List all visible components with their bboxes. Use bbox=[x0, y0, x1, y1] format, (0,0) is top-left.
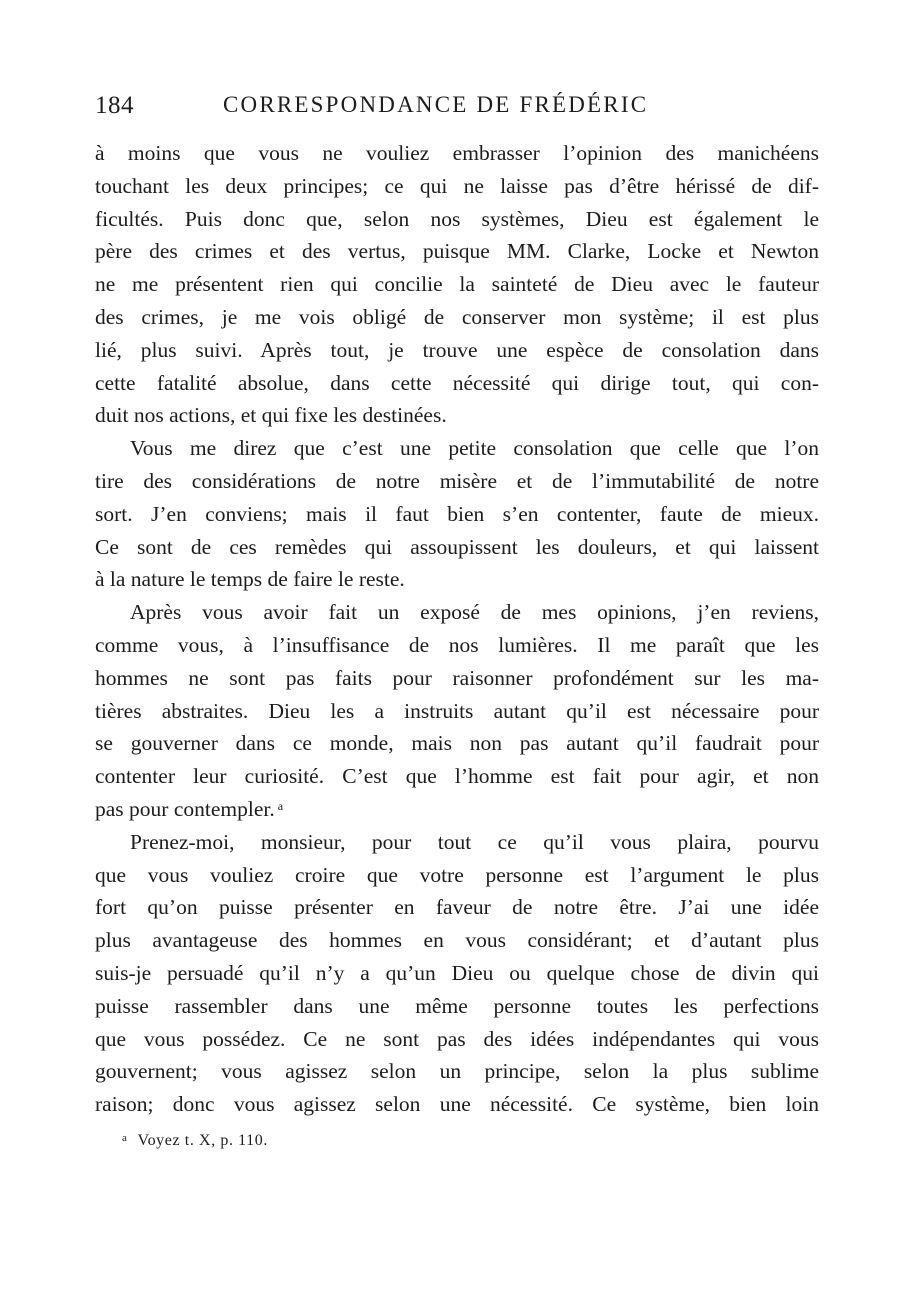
text-line: à moins que vous ne vouliez embrasser l’opinion des manichéens bbox=[95, 141, 819, 165]
text-line: des crimes, je me vois obligé de conserver mon système; il est plus bbox=[95, 304, 819, 329]
paragraph-first-line: Prenez-moi, monsieur, pour tout ce qu’il vous plaira, pourvu bbox=[130, 829, 819, 854]
page-number: 184 bbox=[95, 92, 134, 119]
text-line: tières abstraites. Dieu les a instruits autant qu’il est nécessaire pour bbox=[95, 698, 819, 723]
text-line: touchant les deux principes; ce qui ne laisse pas d’être hérissé de dif- bbox=[95, 173, 819, 198]
text-line: père des crimes et des vertus, puisque MM. Clarke, Locke et Newton bbox=[95, 239, 819, 264]
text-line: tire des considérations de notre misère et de l’immutabilité de notre bbox=[95, 468, 819, 493]
text-line: comme vous, à l’insuffisance de nos lumières. Il me paraît que les bbox=[95, 632, 819, 657]
text-line: contenter leur curiosité. C’est que l’homme est fait pour agir, et non bbox=[95, 764, 819, 789]
body-text bbox=[95, 137, 819, 1121]
text-line: hommes ne sont pas faits pour raisonner profondément sur les ma- bbox=[95, 665, 819, 690]
text-line: que vous vouliez croire que votre personne est l’argument le plus bbox=[95, 862, 819, 887]
text-line: cette fatalité absolue, dans cette nécessité qui dirige tout, qui con- bbox=[95, 370, 819, 395]
text-line: gouvernent; vous agissez selon un principe, selon la plus sublime bbox=[95, 1059, 819, 1084]
text-line: raison; donc vous agissez selon une nécessité. Ce système, bien loin bbox=[95, 1092, 819, 1117]
text-line: lié, plus suivi. Après tout, je trouve une espèce de consolation dans bbox=[95, 337, 819, 362]
text-line: à la nature le temps de faire le reste. bbox=[95, 567, 405, 592]
paragraph-first-line: Vous me direz que c’est une petite consolation que celle que l’on bbox=[130, 436, 819, 461]
text-line-with-note bbox=[95, 793, 819, 826]
running-head bbox=[95, 92, 819, 128]
text-line: pas pour contempler. bbox=[95, 796, 275, 821]
running-title: CORRESPONDANCE DE FRÉDÉRIC bbox=[223, 92, 649, 117]
footnote-marker: a bbox=[122, 1132, 128, 1144]
text-line: ficultés. Puis donc que, selon nos systèmes, Dieu est également le bbox=[95, 206, 819, 231]
footnote-text: Voyez t. X, p. 110. bbox=[137, 1132, 268, 1149]
footnote-reference[interactable]: a bbox=[277, 798, 284, 813]
text-line: duit nos actions, et qui fixe les destinées. bbox=[95, 403, 447, 428]
text-line: sort. J’en conviens; mais il faut bien s’en contenter, faute de mieux. bbox=[95, 501, 819, 526]
text-line: que vous possédez. Ce ne sont pas des idées indépendantes qui vous bbox=[95, 1026, 819, 1051]
text-line: suis-je persuadé qu’il n’y a qu’un Dieu ou quelque chose de divin qui bbox=[95, 960, 819, 985]
text-line: plus avantageuse des hommes en vous considérant; et d’autant plus bbox=[95, 928, 819, 953]
text-line: puisse rassembler dans une même personne toutes les perfections bbox=[95, 993, 819, 1018]
text-line: ne me présentent rien qui concilie la sainteté de Dieu avec le fauteur bbox=[95, 272, 819, 297]
footnote bbox=[122, 1132, 268, 1150]
text-line: se gouverner dans ce monde, mais non pas autant qu’il faudrait pour bbox=[95, 731, 819, 756]
text-line: fort qu’on puisse présenter en faveur de notre être. J’ai une idée bbox=[95, 895, 819, 920]
text-line: Ce sont de ces remèdes qui assoupissent les douleurs, et qui laissent bbox=[95, 534, 819, 559]
paragraph-first-line: Après vous avoir fait un exposé de mes opinions, j’en reviens, bbox=[130, 600, 819, 625]
